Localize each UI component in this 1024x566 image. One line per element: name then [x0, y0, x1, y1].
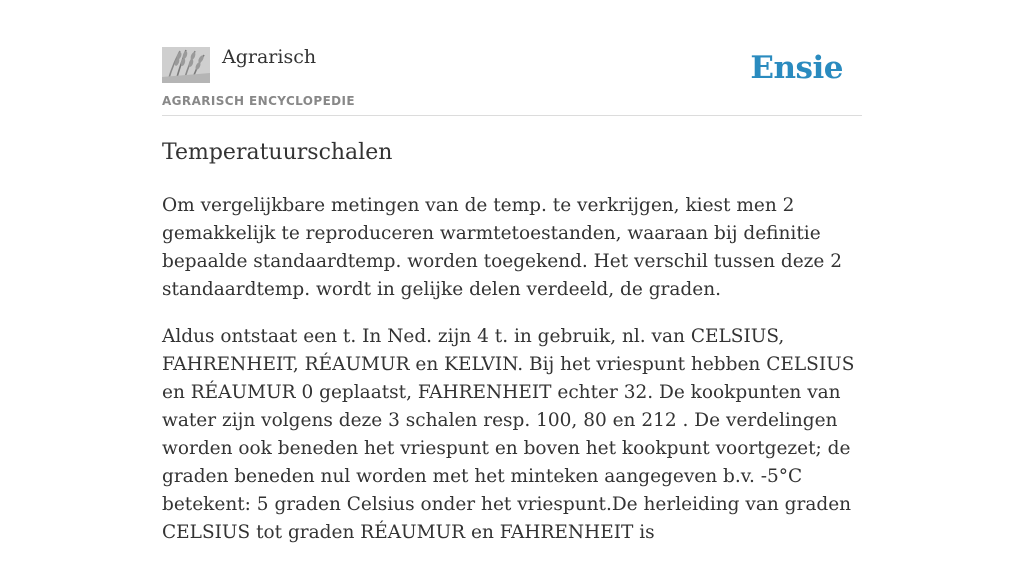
article-paragraph: Om vergelijkbare metingen van de temp. te verkrijgen, kiest men 2 gemakkelijk te reproduceren warmtetoestanden, waaraan bij definitie bepaalde standaardtemp. worden toegekend. Het verschil tussen deze 2 standaardtemp. wordt in gelijke delen verdeeld, de graden.	[162, 195, 843, 300]
brand-logo[interactable]: Ensie	[750, 50, 843, 86]
wheat-logo-icon[interactable]	[162, 47, 210, 83]
page	[162, 0, 862, 543]
header	[162, 0, 862, 116]
article-title: Temperatuurschalen	[162, 140, 393, 165]
source-name[interactable]: Agrarisch	[222, 46, 317, 68]
source-caption: AGRARISCH ENCYCLOPEDIE	[162, 94, 355, 108]
article-paragraph: Aldus ontstaat een t. In Ned. zijn 4 t. in gebruik, nl. van CELSIUS, FAHRENHEIT, RÉAUMUR en KELVIN. Bij het vriespunt hebben CELSIUS en RÉAUMUR 0 geplaatst, FAHRENHEIT echter 32. De kookpunten van water zijn volgens deze 3 schalen resp. 100, 80 en 212 . De verdelingen worden ook beneden het vriespunt en boven het kookpunt voortgezet; de graden beneden nul worden met het minteken aangegeven b.v. -5°C betekent: 5 graden Celsius onder het vriespunt.De herleiding van graden CELSIUS tot graden RÉAUMUR en FAHRENHEIT is	[162, 326, 855, 543]
article-body	[162, 192, 862, 566]
